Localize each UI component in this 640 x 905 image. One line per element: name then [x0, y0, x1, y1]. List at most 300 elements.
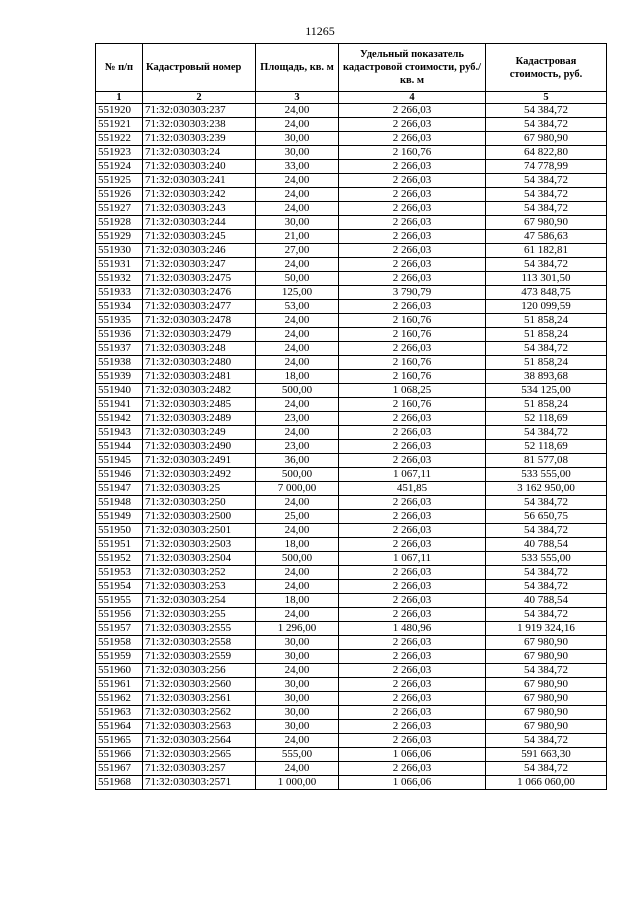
table-row: [96, 496, 607, 510]
area-cell: 125,00: [256, 286, 339, 300]
table-row: [96, 426, 607, 440]
cadastral-number-cell: 71:32:030303:2558: [143, 636, 256, 650]
area-cell: 24,00: [256, 608, 339, 622]
cadastral-number-cell: 71:32:030303:2489: [143, 412, 256, 426]
specific-value-cell: 2 266,03: [339, 202, 486, 216]
row-number-cell: 551966: [96, 748, 143, 762]
cadastral-value-cell: 81 577,08: [486, 454, 607, 468]
table-row: [96, 230, 607, 244]
cadastral-number-cell: 71:32:030303:246: [143, 244, 256, 258]
cadastral-value-cell: 113 301,50: [486, 272, 607, 286]
row-number-cell: 551946: [96, 468, 143, 482]
header-area: Площадь, кв. м: [256, 44, 339, 92]
specific-value-cell: 2 266,03: [339, 230, 486, 244]
cadastral-number-cell: 71:32:030303:2500: [143, 510, 256, 524]
table-row: [96, 146, 607, 160]
row-number-cell: 551958: [96, 636, 143, 650]
table-row: [96, 160, 607, 174]
table-row: [96, 300, 607, 314]
specific-value-cell: 2 266,03: [339, 426, 486, 440]
cadastral-value-cell: 591 663,30: [486, 748, 607, 762]
specific-value-cell: 2 266,03: [339, 244, 486, 258]
page-number: 11265: [305, 24, 335, 38]
table-row: [96, 678, 607, 692]
cadastral-number-cell: 71:32:030303:2485: [143, 398, 256, 412]
table-row: [96, 580, 607, 594]
table-row: [96, 286, 607, 300]
specific-value-cell: 2 266,03: [339, 692, 486, 706]
area-cell: 24,00: [256, 566, 339, 580]
area-cell: 27,00: [256, 244, 339, 258]
cadastral-value-cell: 54 384,72: [486, 608, 607, 622]
cadastral-value-cell: 54 384,72: [486, 118, 607, 132]
specific-value-cell: 2 266,03: [339, 538, 486, 552]
cadastral-number-cell: 71:32:030303:2555: [143, 622, 256, 636]
row-number-cell: 551945: [96, 454, 143, 468]
cadastral-value-cell: 54 384,72: [486, 258, 607, 272]
table-row: [96, 132, 607, 146]
specific-value-cell: 2 266,03: [339, 216, 486, 230]
table-row: [96, 636, 607, 650]
specific-value-cell: 2 266,03: [339, 580, 486, 594]
area-cell: 30,00: [256, 146, 339, 160]
table-row: [96, 174, 607, 188]
row-number-cell: 551948: [96, 496, 143, 510]
table-row: [96, 594, 607, 608]
cadastral-value-cell: 533 555,00: [486, 552, 607, 566]
table-row: [96, 706, 607, 720]
cadastral-number-cell: 71:32:030303:2491: [143, 454, 256, 468]
cadastral-number-cell: 71:32:030303:2490: [143, 440, 256, 454]
row-number-cell: 551929: [96, 230, 143, 244]
specific-value-cell: 1 067,11: [339, 552, 486, 566]
cadastral-value-cell: 54 384,72: [486, 580, 607, 594]
table-row: [96, 720, 607, 734]
cadastral-number-cell: 71:32:030303:2560: [143, 678, 256, 692]
row-number-cell: 551949: [96, 510, 143, 524]
cadastral-value-cell: 67 980,90: [486, 678, 607, 692]
specific-value-cell: 2 160,76: [339, 328, 486, 342]
specific-value-cell: 3 790,79: [339, 286, 486, 300]
table-row: [96, 650, 607, 664]
column-number: 5: [486, 92, 607, 104]
row-number-cell: 551944: [96, 440, 143, 454]
cadastral-value-cell: 67 980,90: [486, 720, 607, 734]
cadastral-number-cell: 71:32:030303:2479: [143, 328, 256, 342]
cadastral-number-cell: 71:32:030303:245: [143, 230, 256, 244]
row-number-cell: 551942: [96, 412, 143, 426]
row-number-cell: 551921: [96, 118, 143, 132]
area-cell: 24,00: [256, 580, 339, 594]
area-cell: 24,00: [256, 188, 339, 202]
area-cell: 23,00: [256, 440, 339, 454]
row-number-cell: 551950: [96, 524, 143, 538]
specific-value-cell: 2 266,03: [339, 454, 486, 468]
cadastral-value-cell: 40 788,54: [486, 594, 607, 608]
area-cell: 24,00: [256, 328, 339, 342]
row-number-cell: 551954: [96, 580, 143, 594]
cadastral-value-cell: 51 858,24: [486, 328, 607, 342]
area-cell: 24,00: [256, 118, 339, 132]
area-cell: 30,00: [256, 132, 339, 146]
cadastral-value-cell: 51 858,24: [486, 398, 607, 412]
area-cell: 21,00: [256, 230, 339, 244]
area-cell: 33,00: [256, 160, 339, 174]
cadastral-number-cell: 71:32:030303:2565: [143, 748, 256, 762]
header-row-number: № п/п: [96, 44, 143, 92]
table-row: [96, 608, 607, 622]
area-cell: 53,00: [256, 300, 339, 314]
cadastral-value-cell: 51 858,24: [486, 356, 607, 370]
cadastral-number-cell: 71:32:030303:242: [143, 188, 256, 202]
table-row: [96, 440, 607, 454]
cadastral-number-cell: 71:32:030303:2563: [143, 720, 256, 734]
row-number-cell: 551923: [96, 146, 143, 160]
area-cell: 24,00: [256, 496, 339, 510]
area-cell: 24,00: [256, 524, 339, 538]
area-cell: 1 000,00: [256, 776, 339, 790]
table-row: [96, 552, 607, 566]
header-cadastral-value: Кадастровая стоимость, руб.: [486, 44, 607, 92]
cadastral-value-cell: 54 384,72: [486, 566, 607, 580]
cadastral-value-cell: 534 125,00: [486, 384, 607, 398]
specific-value-cell: 2 266,03: [339, 720, 486, 734]
cadastre-table: [95, 43, 607, 790]
row-number-cell: 551935: [96, 314, 143, 328]
specific-value-cell: 2 266,03: [339, 608, 486, 622]
cadastral-number-cell: 71:32:030303:2492: [143, 468, 256, 482]
column-number: 1: [96, 92, 143, 104]
cadastral-number-cell: 71:32:030303:253: [143, 580, 256, 594]
area-cell: 36,00: [256, 454, 339, 468]
row-number-cell: 551924: [96, 160, 143, 174]
table-row: [96, 468, 607, 482]
cadastral-number-cell: 71:32:030303:240: [143, 160, 256, 174]
column-number: 2: [143, 92, 256, 104]
row-number-cell: 551952: [96, 552, 143, 566]
row-number-cell: 551933: [96, 286, 143, 300]
specific-value-cell: 2 266,03: [339, 412, 486, 426]
table-row: [96, 776, 607, 790]
row-number-cell: 551943: [96, 426, 143, 440]
table-row: [96, 328, 607, 342]
specific-value-cell: 2 266,03: [339, 174, 486, 188]
cadastral-number-cell: 71:32:030303:2501: [143, 524, 256, 538]
cadastral-value-cell: 3 162 950,00: [486, 482, 607, 496]
cadastral-value-cell: 1 919 324,16: [486, 622, 607, 636]
cadastral-number-cell: 71:32:030303:243: [143, 202, 256, 216]
cadastral-value-cell: 473 848,75: [486, 286, 607, 300]
table-row: [96, 454, 607, 468]
table-row: [96, 314, 607, 328]
specific-value-cell: 2 266,03: [339, 342, 486, 356]
row-number-cell: 551967: [96, 762, 143, 776]
row-number-cell: 551928: [96, 216, 143, 230]
cadastral-number-cell: 71:32:030303:2564: [143, 734, 256, 748]
specific-value-cell: 2 160,76: [339, 314, 486, 328]
table-row: [96, 398, 607, 412]
area-cell: 24,00: [256, 356, 339, 370]
cadastral-number-cell: 71:32:030303:2561: [143, 692, 256, 706]
specific-value-cell: 2 266,03: [339, 188, 486, 202]
cadastral-value-cell: 54 384,72: [486, 188, 607, 202]
specific-value-cell: 2 266,03: [339, 160, 486, 174]
header-cadastral-number: Кадастровый номер: [143, 44, 256, 92]
row-number-cell: 551964: [96, 720, 143, 734]
row-number-cell: 551920: [96, 104, 143, 118]
cadastral-value-cell: 38 893,68: [486, 370, 607, 384]
row-number-cell: 551939: [96, 370, 143, 384]
cadastral-number-cell: 71:32:030303:2482: [143, 384, 256, 398]
specific-value-cell: 1 480,96: [339, 622, 486, 636]
table-row: [96, 692, 607, 706]
table-row: [96, 342, 607, 356]
cadastral-value-cell: 54 384,72: [486, 174, 607, 188]
cadastral-value-cell: 54 384,72: [486, 104, 607, 118]
area-cell: 24,00: [256, 258, 339, 272]
table-row: [96, 524, 607, 538]
area-cell: 24,00: [256, 762, 339, 776]
area-cell: 23,00: [256, 412, 339, 426]
cadastral-value-cell: 54 384,72: [486, 426, 607, 440]
cadastral-number-cell: 71:32:030303:252: [143, 566, 256, 580]
cadastral-number-cell: 71:32:030303:2562: [143, 706, 256, 720]
table-row: [96, 510, 607, 524]
area-cell: 24,00: [256, 314, 339, 328]
area-cell: 30,00: [256, 650, 339, 664]
specific-value-cell: 1 066,06: [339, 776, 486, 790]
area-cell: 50,00: [256, 272, 339, 286]
table-row: [96, 622, 607, 636]
row-number-cell: 551922: [96, 132, 143, 146]
column-number-row: [96, 92, 607, 104]
table-row: [96, 384, 607, 398]
cadastral-value-cell: 54 384,72: [486, 524, 607, 538]
table-row: [96, 734, 607, 748]
specific-value-cell: 2 266,03: [339, 524, 486, 538]
column-number: 4: [339, 92, 486, 104]
specific-value-cell: 2 266,03: [339, 118, 486, 132]
row-number-cell: 551957: [96, 622, 143, 636]
area-cell: 24,00: [256, 426, 339, 440]
specific-value-cell: 1 067,11: [339, 468, 486, 482]
specific-value-cell: 2 266,03: [339, 496, 486, 510]
specific-value-cell: 2 160,76: [339, 398, 486, 412]
specific-value-cell: 2 266,03: [339, 678, 486, 692]
cadastral-value-cell: 74 778,99: [486, 160, 607, 174]
cadastral-value-cell: 54 384,72: [486, 664, 607, 678]
row-number-cell: 551938: [96, 356, 143, 370]
row-number-cell: 551936: [96, 328, 143, 342]
cadastral-value-cell: 64 822,80: [486, 146, 607, 160]
cadastral-value-cell: 52 118,69: [486, 440, 607, 454]
cadastral-number-cell: 71:32:030303:248: [143, 342, 256, 356]
cadastral-value-cell: 67 980,90: [486, 706, 607, 720]
cadastral-number-cell: 71:32:030303:25: [143, 482, 256, 496]
cadastral-number-cell: 71:32:030303:2503: [143, 538, 256, 552]
header-row: [96, 44, 607, 92]
cadastral-value-cell: 51 858,24: [486, 314, 607, 328]
cadastral-number-cell: 71:32:030303:2571: [143, 776, 256, 790]
area-cell: 30,00: [256, 692, 339, 706]
header-specific-value: Удельный показатель кадастровой стоимости, руб./кв. м: [339, 44, 486, 92]
cadastral-value-cell: 54 384,72: [486, 202, 607, 216]
row-number-cell: 551962: [96, 692, 143, 706]
specific-value-cell: 2 266,03: [339, 636, 486, 650]
row-number-cell: 551968: [96, 776, 143, 790]
area-cell: 500,00: [256, 468, 339, 482]
cadastral-number-cell: 71:32:030303:2475: [143, 272, 256, 286]
row-number-cell: 551934: [96, 300, 143, 314]
cadastral-number-cell: 71:32:030303:2481: [143, 370, 256, 384]
cadastral-value-cell: 67 980,90: [486, 216, 607, 230]
cadastral-value-cell: 54 384,72: [486, 496, 607, 510]
cadastral-value-cell: 52 118,69: [486, 412, 607, 426]
cadastral-number-cell: 71:32:030303:2478: [143, 314, 256, 328]
cadastral-number-cell: 71:32:030303:256: [143, 664, 256, 678]
row-number-cell: 551926: [96, 188, 143, 202]
table-row: [96, 118, 607, 132]
specific-value-cell: 1 066,06: [339, 748, 486, 762]
specific-value-cell: 2 266,03: [339, 664, 486, 678]
area-cell: 30,00: [256, 216, 339, 230]
area-cell: 30,00: [256, 636, 339, 650]
cadastral-value-cell: 47 586,63: [486, 230, 607, 244]
row-number-cell: 551953: [96, 566, 143, 580]
cadastral-value-cell: 54 384,72: [486, 734, 607, 748]
cadastral-value-cell: 120 099,59: [486, 300, 607, 314]
area-cell: 24,00: [256, 398, 339, 412]
table-row: [96, 188, 607, 202]
row-number-cell: 551961: [96, 678, 143, 692]
row-number-cell: 551951: [96, 538, 143, 552]
area-cell: 24,00: [256, 202, 339, 216]
cadastral-number-cell: 71:32:030303:2504: [143, 552, 256, 566]
table-row: [96, 412, 607, 426]
specific-value-cell: 2 266,03: [339, 104, 486, 118]
cadastral-number-cell: 71:32:030303:257: [143, 762, 256, 776]
row-number-cell: 551947: [96, 482, 143, 496]
row-number-cell: 551931: [96, 258, 143, 272]
area-cell: 18,00: [256, 594, 339, 608]
area-cell: 30,00: [256, 706, 339, 720]
cadastral-number-cell: 71:32:030303:250: [143, 496, 256, 510]
specific-value-cell: 2 266,03: [339, 272, 486, 286]
table-row: [96, 370, 607, 384]
specific-value-cell: 2 266,03: [339, 300, 486, 314]
row-number-cell: 551959: [96, 650, 143, 664]
area-cell: 7 000,00: [256, 482, 339, 496]
specific-value-cell: 2 266,03: [339, 132, 486, 146]
table-row: [96, 216, 607, 230]
table-row: [96, 272, 607, 286]
area-cell: 500,00: [256, 384, 339, 398]
area-cell: 24,00: [256, 174, 339, 188]
specific-value-cell: 2 266,03: [339, 594, 486, 608]
cadastral-value-cell: 67 980,90: [486, 650, 607, 664]
specific-value-cell: 2 266,03: [339, 440, 486, 454]
cadastral-number-cell: 71:32:030303:238: [143, 118, 256, 132]
table-row: [96, 258, 607, 272]
area-cell: 18,00: [256, 538, 339, 552]
cadastral-value-cell: 54 384,72: [486, 342, 607, 356]
area-cell: 24,00: [256, 664, 339, 678]
cadastral-number-cell: 71:32:030303:241: [143, 174, 256, 188]
cadastral-number-cell: 71:32:030303:2480: [143, 356, 256, 370]
specific-value-cell: 1 068,25: [339, 384, 486, 398]
specific-value-cell: 2 266,03: [339, 510, 486, 524]
area-cell: 1 296,00: [256, 622, 339, 636]
area-cell: 25,00: [256, 510, 339, 524]
cadastral-value-cell: 1 066 060,00: [486, 776, 607, 790]
area-cell: 500,00: [256, 552, 339, 566]
table-row: [96, 762, 607, 776]
row-number-cell: 551965: [96, 734, 143, 748]
column-number: 3: [256, 92, 339, 104]
row-number-cell: 551940: [96, 384, 143, 398]
cadastral-value-cell: 67 980,90: [486, 636, 607, 650]
specific-value-cell: 2 266,03: [339, 650, 486, 664]
cadastral-number-cell: 71:32:030303:239: [143, 132, 256, 146]
area-cell: 555,00: [256, 748, 339, 762]
row-number-cell: 551937: [96, 342, 143, 356]
table-body: [96, 104, 607, 790]
cadastral-number-cell: 71:32:030303:255: [143, 608, 256, 622]
table-row: [96, 664, 607, 678]
row-number-cell: 551955: [96, 594, 143, 608]
table-row: [96, 538, 607, 552]
table-header: [96, 44, 607, 104]
table-row: [96, 104, 607, 118]
row-number-cell: 551956: [96, 608, 143, 622]
table-row: [96, 748, 607, 762]
cadastral-value-cell: 61 182,81: [486, 244, 607, 258]
cadastral-number-cell: 71:32:030303:2476: [143, 286, 256, 300]
cadastral-value-cell: 67 980,90: [486, 692, 607, 706]
specific-value-cell: 2 160,76: [339, 356, 486, 370]
area-cell: 24,00: [256, 734, 339, 748]
row-number-cell: 551963: [96, 706, 143, 720]
table-row: [96, 566, 607, 580]
cadastral-number-cell: 71:32:030303:2559: [143, 650, 256, 664]
row-number-cell: 551927: [96, 202, 143, 216]
cadastral-number-cell: 71:32:030303:247: [143, 258, 256, 272]
row-number-cell: 551932: [96, 272, 143, 286]
cadastral-value-cell: 533 555,00: [486, 468, 607, 482]
specific-value-cell: 451,85: [339, 482, 486, 496]
cadastral-value-cell: 54 384,72: [486, 762, 607, 776]
specific-value-cell: 2 266,03: [339, 566, 486, 580]
specific-value-cell: 2 160,76: [339, 146, 486, 160]
row-number-cell: 551960: [96, 664, 143, 678]
table-row: [96, 244, 607, 258]
area-cell: 24,00: [256, 104, 339, 118]
area-cell: 30,00: [256, 720, 339, 734]
area-cell: 18,00: [256, 370, 339, 384]
cadastral-number-cell: 71:32:030303:249: [143, 426, 256, 440]
row-number-cell: 551941: [96, 398, 143, 412]
cadastral-number-cell: 71:32:030303:254: [143, 594, 256, 608]
table-row: [96, 482, 607, 496]
specific-value-cell: 2 266,03: [339, 258, 486, 272]
cadastral-value-cell: 40 788,54: [486, 538, 607, 552]
table-row: [96, 356, 607, 370]
cadastral-number-cell: 71:32:030303:2477: [143, 300, 256, 314]
specific-value-cell: 2 266,03: [339, 734, 486, 748]
cadastral-number-cell: 71:32:030303:244: [143, 216, 256, 230]
table-row: [96, 202, 607, 216]
cadastral-number-cell: 71:32:030303:237: [143, 104, 256, 118]
